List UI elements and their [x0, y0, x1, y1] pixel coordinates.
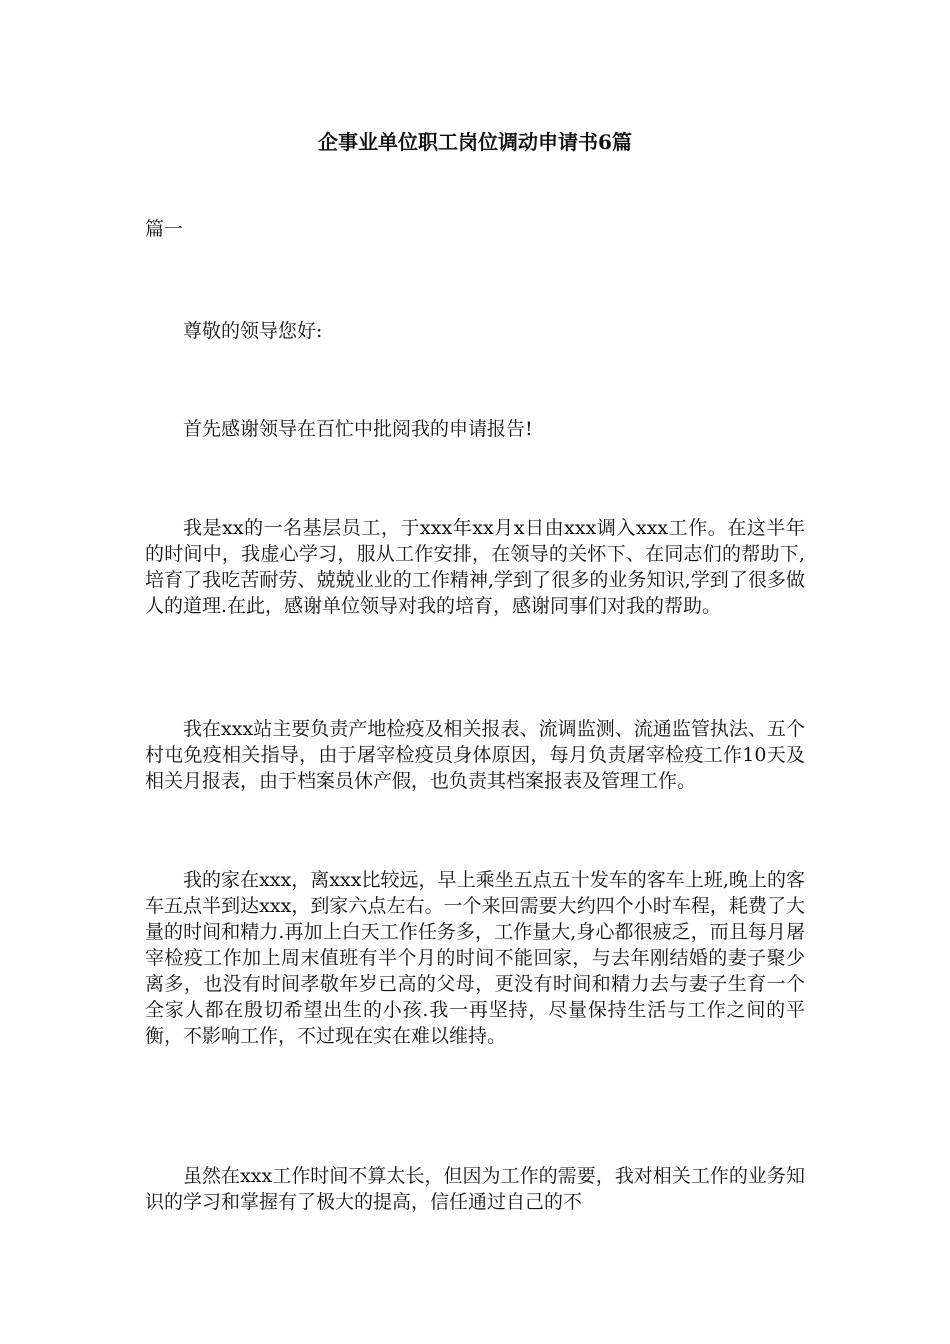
body-paragraph: 我在xxx站主要负责产地检疫及相关报表、流调监测、流通监管执法、五个村屯免疫相关指导，由于屠宰检疫员身体原因，每月负责屠宰检疫工作10天及相关月报表，由于档案员休产假，也负责其档案报表及管理工作。 [145, 718, 805, 792]
thanks-paragraph: 首先感谢领导在百忙中批阅我的申请报告! [183, 418, 533, 440]
body-paragraph: 我的家在xxx，离xxx比较远，早上乘坐五点五十发车的客车上班,晚上的客车五点半到达xxx，到家六点左右。一个来回需要大约四个小时车程，耗费了大量的时间和精力.再加上白天工作任务多，工作量大,身心都很疲乏，而且每月屠宰检疫工作加上周末值班有半个月的时间不能回家，与去年刚结婚的妻子聚少离多，也没有时间孝敬年岁已高的父母，更没有时间和精力去与妻子生育一个全家人都在殷切希望出生的小孩.我一再坚持，尽量保持生活与工作之间的平衡，不影响工作，不过现在实在难以维持。 [145, 869, 805, 1047]
section-label: 篇一 [145, 218, 184, 240]
body-paragraph: 虽然在xxx工作时间不算太长，但因为工作的需要，我对相关工作的业务知识的学习和掌握有了极大的提高，信任通过自己的不 [145, 1165, 805, 1213]
body-paragraph: 我是xx的一名基层员工，于xxx年xx月x日由xxx调入xxx工作。在这半年的时间中，我虚心学习，服从工作安排，在领导的关怀下、在同志们的帮助下,培育了我吃苦耐劳、兢兢业业的工作精神,学到了很多的业务知识,学到了很多做人的道理.在此，感谢单位领导对我的培育，感谢同事们对我的帮助。 [145, 517, 805, 617]
document-title: 企事业单位职工岗位调动申请书6篇 [318, 130, 632, 154]
salutation-paragraph: 尊敬的领导您好: [183, 320, 323, 342]
